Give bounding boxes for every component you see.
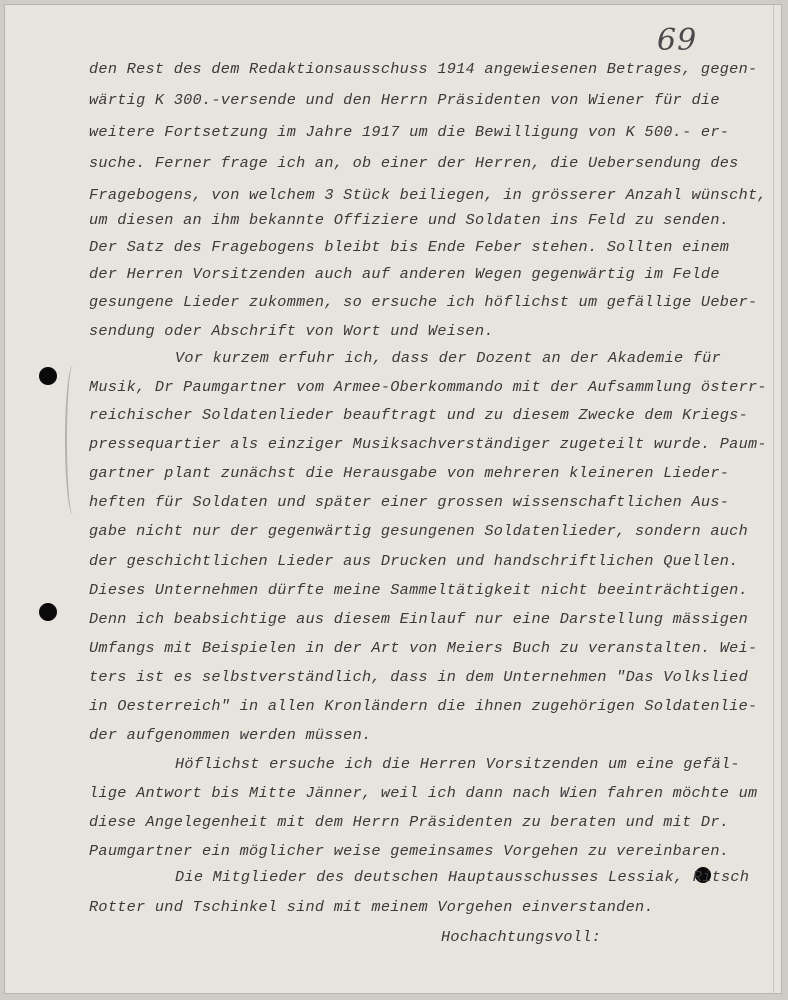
- text-line: heften für Soldaten und später einer grossen wissenschaftlichen Aus-: [89, 493, 730, 511]
- text-line: den Rest des dem Redaktionsausschuss 1914 angewiesenen Betrages, gegen-: [89, 60, 758, 78]
- letter-body: [5, 5, 783, 995]
- text-line: in Oesterreich" in allen Kronländern die ihnen zugehörigen Soldatenlie-: [89, 697, 758, 715]
- text-line: suche. Ferner frage ich an, ob einer der Herren, die Uebersendung des: [89, 154, 739, 172]
- text-line: Höflichst ersuche ich die Herren Vorsitzenden um eine gefäl-: [175, 755, 740, 773]
- document-page: [4, 4, 782, 994]
- text-line: reichischer Soldatenlieder beauftragt und zu diesem Zwecke dem Kriegs-: [89, 406, 748, 424]
- text-line: um diesen an ihm bekannte Offiziere und Soldaten ins Feld zu senden.: [89, 211, 730, 229]
- text-line: Dieses Unternehmen dürfte meine Sammeltätigkeit nicht beeinträchtigen.: [89, 581, 748, 599]
- text-line: Fragebogens, von welchem 3 Stück beiliegen, in grösserer Anzahl wünscht,: [89, 186, 767, 204]
- text-line: Musik, Dr Paumgartner vom Armee-Oberkommando mit der Aufsammlung österr-: [89, 378, 767, 396]
- text-line: gesungene Lieder zukommen, so ersuche ich höflichst um gefällige Ueber-: [89, 293, 758, 311]
- text-line: Umfangs mit Beispielen in der Art von Meiers Buch zu veranstalten. Wei-: [89, 639, 758, 657]
- text-line: pressequartier als einziger Musiksachverständiger zugeteilt wurde. Paum-: [89, 435, 767, 453]
- text-line: Paumgartner ein möglicher weise gemeinsames Vorgehen zu vereinbaren.: [89, 842, 730, 860]
- text-line: Der Satz des Fragebogens bleibt bis Ende Feber stehen. Sollten einem: [89, 238, 730, 256]
- text-line: wärtig K 300.-versende und den Herrn Präsidenten von Wiener für die: [89, 91, 720, 109]
- text-line: der aufgenommen werden müssen.: [89, 726, 372, 744]
- text-line: gartner plant zunächst die Herausgabe von mehreren kleineren Lieder-: [89, 464, 730, 482]
- text-line: Die Mitglieder des deutschen Hauptausschusses Lessiak, Ritsch: [175, 868, 750, 886]
- text-line: lige Antwort bis Mitte Jänner, weil ich dann nach Wien fahren möchte um: [89, 784, 758, 802]
- text-line: Rotter und Tschinkel sind mit meinem Vorgehen einverstanden.: [89, 898, 654, 916]
- text-line: ters ist es selbstverständlich, dass in dem Unternehmen "Das Volkslied: [89, 668, 748, 686]
- text-line: Vor kurzem erfuhr ich, dass der Dozent an der Akademie für: [175, 349, 722, 367]
- folio-number: 69: [657, 23, 698, 58]
- text-line: der Herren Vorsitzenden auch auf anderen Wegen gegenwärtig im Felde: [89, 265, 720, 283]
- text-line: weitere Fortsetzung im Jahre 1917 um die Bewilligung von K 500.- er-: [89, 123, 730, 141]
- text-line: gabe nicht nur der gegenwärtig gesungenen Soldatenlieder, sondern auch: [89, 522, 748, 540]
- text-line: diese Angelegenheit mit dem Herrn Präsidenten zu beraten und mit Dr.: [89, 813, 730, 831]
- text-line: der geschichtlichen Lieder aus Drucken und handschriftlichen Quellen.: [89, 552, 739, 570]
- closing-salutation: Hochachtungsvoll:: [441, 928, 602, 946]
- text-line: sendung oder Abschrift von Wort und Weisen.: [89, 322, 494, 340]
- text-line: Denn ich beabsichtige aus diesem Einlauf nur eine Darstellung mässigen: [89, 610, 748, 628]
